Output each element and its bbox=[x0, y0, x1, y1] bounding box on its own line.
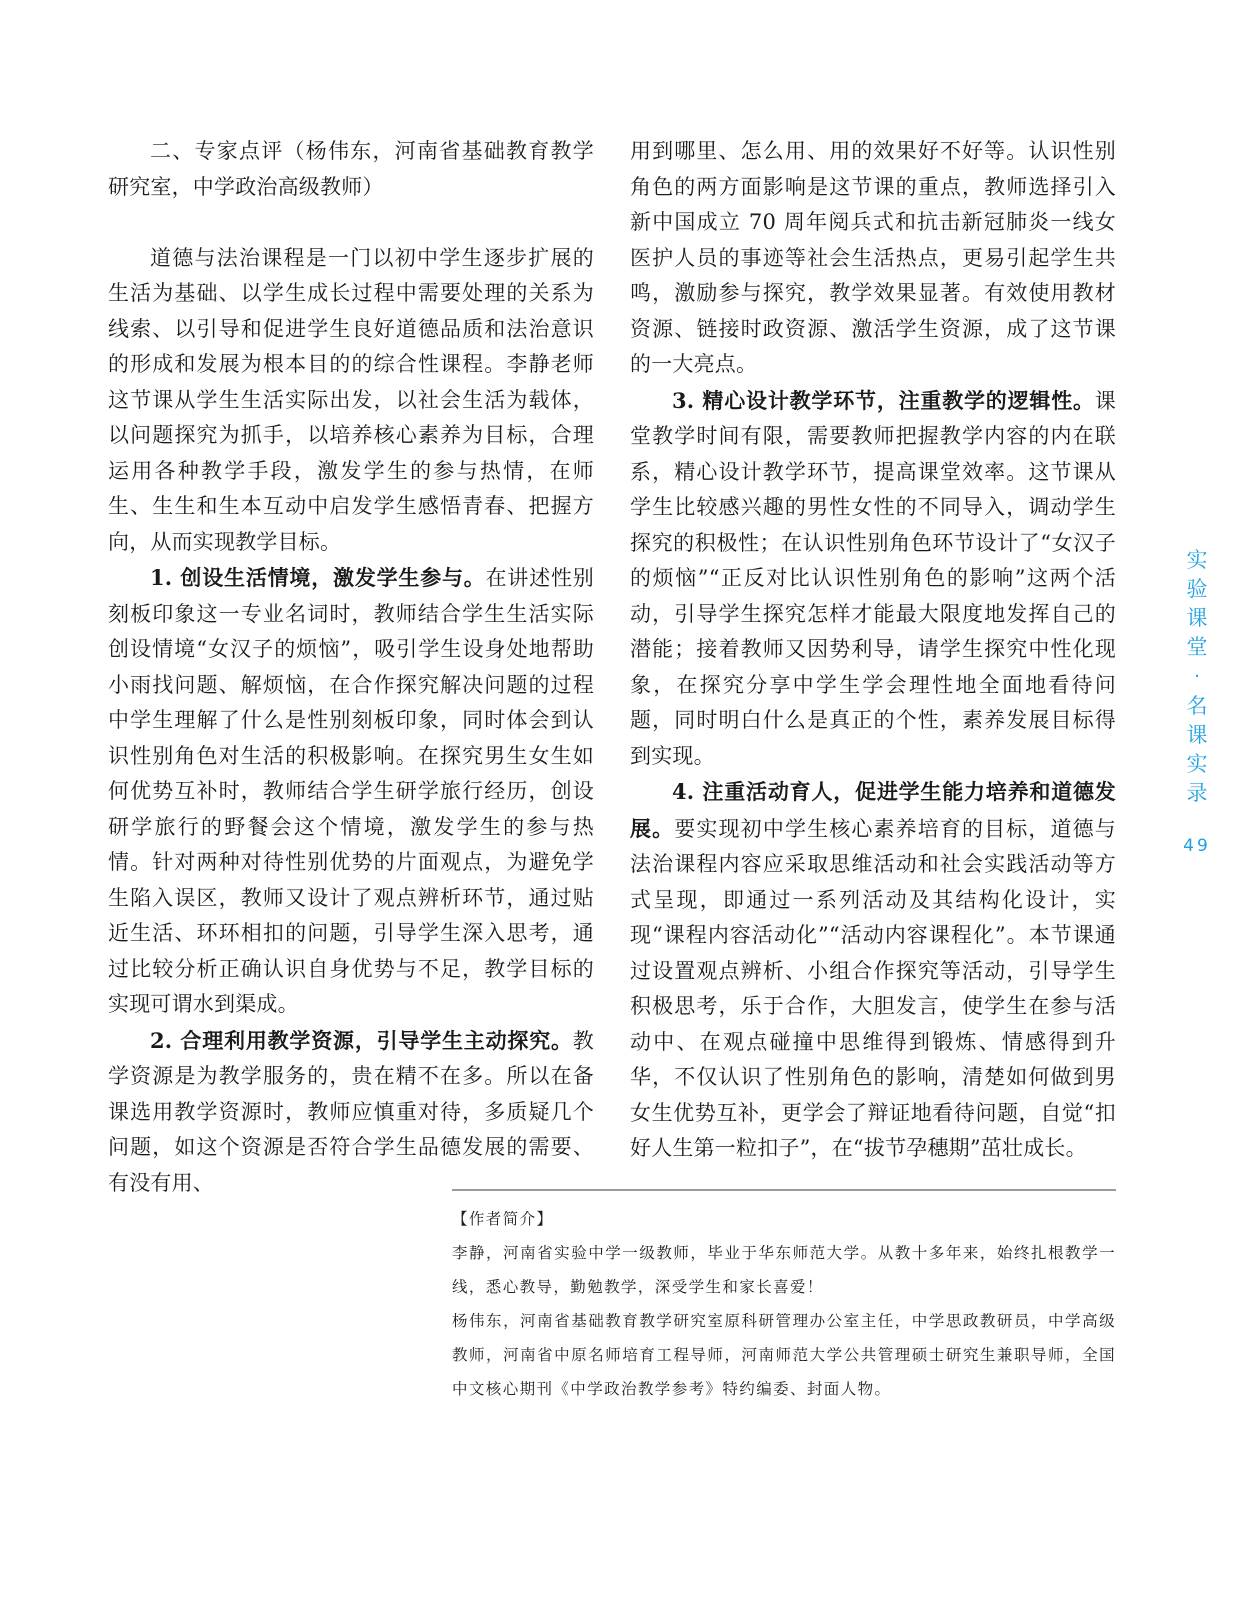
point-2-continuation: 用到哪里、怎么用、用的效果好不好等。认识性别角色的两方面影响是这节课的重点，教师选择引入新中国成立 70 周年阅兵式和抗击新冠肺炎一线女医护人员的事迹等社会生活热点，更易引起学生共鸣，激励参与探究，教学效果显著。有效使用教材资源、链接时政资源、激活学生资源，成了这节课的一大亮点。 bbox=[630, 139, 1116, 376]
page-number: 49 bbox=[1183, 836, 1211, 856]
side-char: 实 bbox=[1186, 752, 1208, 776]
author-divider bbox=[452, 1189, 1116, 1191]
side-char: 验 bbox=[1186, 577, 1208, 601]
point-3-lead: 3. 精心设计教学环节，注重教学的逻辑性。 bbox=[672, 387, 1095, 413]
section-heading: 二、专家点评（杨伟东，河南省基础教育教学研究室，中学政治高级教师） bbox=[108, 139, 594, 199]
point-1-body: 在讲述性别刻板印象这一专业名词时，教师结合学生生活实际创设情境“女汉子的烦恼”，吸引学生设身处地帮助小雨找问题、解烦恼，在合作探究解决问题的过程中学生理解了什么是性别刻板印象，同时体会到认识性别角色对生活的积极影响。在探究男生女生如何优势互补时，教师结合学生研学旅行经历，创设研学旅行的野餐会这个情境，激发学生的参与热情。针对两种对待性别优势的片面观点，为避免学生陷入误区，教师又设计了观点辨析环节，通过贴近生活、环环相扣的问题，引导学生深入思考，通过比较分析正确认识自身优势与不足，教学目标的实现可谓水到渠成。 bbox=[108, 566, 595, 1016]
point-2-body: 教学资源是为教学服务的，贵在精不在多。所以在备课选用教学资源时，教师应慎重对待，多质疑几个问题，如这个资源是否符合学生品德发展的需要、有没有用、 bbox=[108, 1028, 594, 1195]
author-bio-title: 【作者简介】 bbox=[452, 1210, 554, 1228]
side-char: 录 bbox=[1186, 781, 1208, 805]
section-side-label bbox=[1180, 546, 1214, 808]
side-char: 名 bbox=[1186, 694, 1208, 718]
point-2-paragraph bbox=[108, 1023, 594, 1202]
author-bio-box bbox=[452, 1202, 1116, 1406]
point-3-paragraph bbox=[630, 383, 1116, 775]
point-1-lead: 1. 创设生活情境，激发学生参与。 bbox=[150, 565, 486, 590]
side-char: 实 bbox=[1186, 548, 1208, 572]
side-char: 课 bbox=[1186, 606, 1208, 630]
side-char: 堂 bbox=[1186, 635, 1208, 659]
author-bio-yangweidong: 杨伟东，河南省基础教育教学研究室原科研管理办公室主任，中学思政教研员，中学高级教师，河南省中原名师培育工程导师，河南师范大学公共管理硕士研究生兼职导师，全国中文核心期刊《中学政治教学参考》特约编委、封面人物。 bbox=[452, 1312, 1116, 1398]
point-4-lead: 4. 注重活动育人，促进学生能力培养和道德发展。 bbox=[630, 779, 1116, 841]
left-column bbox=[108, 134, 594, 1201]
point-4-paragraph bbox=[630, 774, 1116, 1167]
side-char: 课 bbox=[1186, 723, 1208, 747]
point-3-body: 课堂教学时间有限，需要教师把握教学内容的内在联系，精心设计教学环节，提高课堂效率。这节课从学生比较感兴趣的男性女性的不同导入，调动学生探究的积极性；在认识性别角色环节设计了“女汉子的烦恼”“正反对比认识性别角色的影响”这两个活动，引导学生探究怎样才能最大限度地发挥自己的潜能；接着教师又因势利导，请学生探究中性化现象，在探究分享中学生学会理性地全面地看待问题，同时明白什么是真正的个性，素养发展目标得到实现。 bbox=[630, 388, 1116, 768]
side-separator: · bbox=[1194, 666, 1200, 687]
point-1-paragraph bbox=[108, 560, 594, 1023]
point-2-lead: 2. 合理利用教学资源，引导学生主动探究。 bbox=[150, 1027, 573, 1053]
intro-paragraph: 道德与法治课程是一门以初中学生逐步扩展的生活为基础、以学生成长过程中需要处理的关系为线索、以引导和促进学生良好道德品质和法治意识的形成和发展为根本目的的综合性课程。李静老师这节课从学生生活实际出发，以社会生活为载体，以问题探究为抓手，以培养核心素养为目标，合理运用各种教学手段，激发学生的参与热情，在师生、生生和生本互动中启发学生感悟青春、把握方向，从而实现教学目标。 bbox=[108, 245, 594, 554]
right-column bbox=[630, 134, 1116, 1167]
author-bio-lijing: 李静，河南省实验中学一级教师，毕业于华东师范大学。从教十多年来，始终扎根教学一线，悉心教导，勤勉教学，深受学生和家长喜爱！ bbox=[452, 1244, 1116, 1296]
point-4-body: 要实现初中学生核心素养培育的目标，道德与法治课程内容应采取思维活动和社会实践活动等方式呈现，即通过一系列活动及其结构化设计，实现“课程内容活动化”“活动内容课程化”。本节课通过设置观点辨析、小组合作探究等活动，引导学生积极思考，乐于合作，大胆发言，使学生在参与活动中、在观点碰撞中思维得到锻炼、情感得到升华，不仅认识了性别角色的影响，清楚如何做到男女生优势互补，更学会了辩证地看待问题，自觉“扣好人生第一粒扣子”，在“拔节孕穗期”茁壮成长。 bbox=[630, 816, 1117, 1160]
